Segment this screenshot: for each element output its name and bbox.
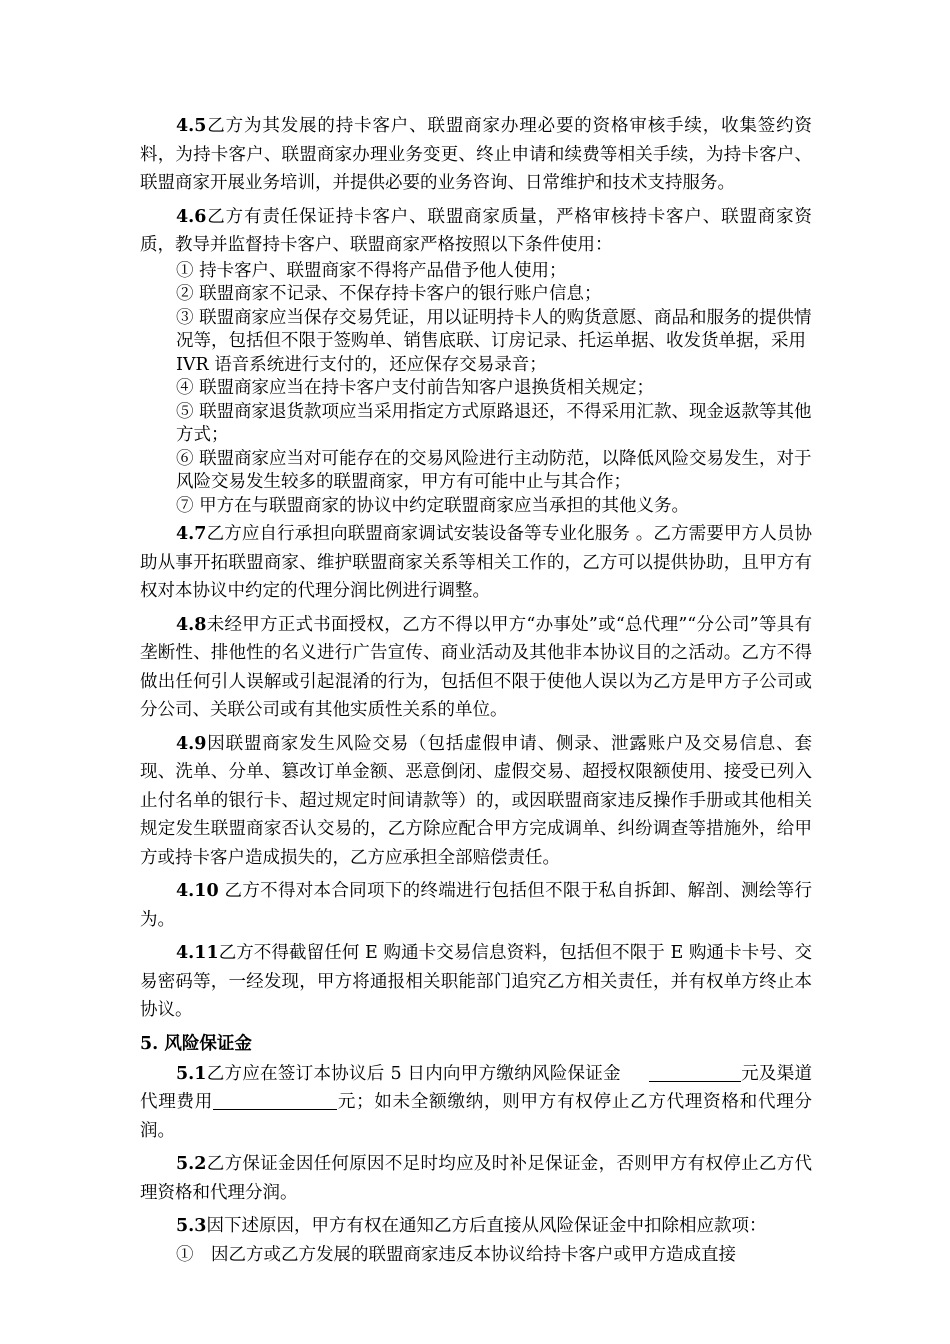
list-item: ⑥ 联盟商家应当对可能存在的交易风险进行主动防范，以降低风险交易发生，对于风险交易发生较多的联盟商家，甲方有可能中止与其合作； (176, 448, 812, 492)
clause-4-8 (140, 611, 812, 725)
clause-text: 乙方不得对本合同项下的终端进行包括但不限于私自拆卸、解剖、测绘等行为。 (140, 881, 812, 930)
clause-4-5 (140, 112, 812, 198)
clause-5-3 (140, 1212, 812, 1241)
list-item: ② 联盟商家不记录、不保存持卡客户的银行账户信息； (176, 284, 602, 304)
clause-4-11 (140, 939, 812, 1025)
clause-text: 乙方应在签订本协议后 5 日内向甲方缴纳风险保证金 (206, 1063, 621, 1084)
clause-number: 4.7 (176, 524, 207, 544)
clause-4-10 (140, 877, 812, 934)
list-item: ⑤ 联盟商家退货款项应当采用指定方式原路退还，不得采用汇款、现金返款等其他方式； (176, 401, 812, 445)
document-body (140, 112, 812, 1269)
condition-list (140, 260, 812, 519)
clause-number: 4.8 (176, 614, 207, 635)
clause-number: 5.2 (176, 1154, 207, 1174)
clause-text: 乙方为其发展的持卡客户、联盟商家办理必要的资格审核手续，收集签约资料，为持卡客户、联盟商家办理业务变更、终止申请和续费等相关手续，为持卡客户、联盟商家开展业务培训，并提供必要的业务咨询、日常维护和技术支持服务。 (140, 116, 812, 193)
clause-text: 乙方保证金因任何原因不足时均应及时补足保证金，否则甲方有权停止乙方代理资格和代理分润。 (140, 1154, 812, 1203)
clause-text: 元；如未全额缴纳，则甲方有权停止乙方代理资格和代理分润。 (140, 1092, 813, 1141)
clause-text: 乙方不得截留任何 E 购通卡交易信息资料，包括但不限于 E 购通卡卡号、交易密码等，一经发现，甲方将通报相关职能部门追究乙方相关责任，并有权单方终止本协议。 (140, 943, 812, 1020)
list-item: ① 因乙方或乙方发展的联盟商家违反本协议给持卡客户或甲方造成直接 (176, 1244, 736, 1265)
clause-4-7 (140, 520, 812, 606)
clause-number: 4.11 (176, 943, 219, 963)
agency-fee-blank (213, 1091, 337, 1110)
clause-number: 4.9 (176, 733, 207, 754)
clause-text: 元及渠道代理费用 (140, 1063, 813, 1112)
clause-text: 因下述原因，甲方有权在通知乙方后直接从风险保证金中扣除相应款项： (206, 1216, 767, 1236)
clause-number: 5.3 (176, 1216, 207, 1236)
section-heading: 5. 风险保证金 (140, 1033, 252, 1054)
list-item: ③ 联盟商家应当保存交易凭证，用以证明持卡人的购货意愿、商品和服务的提供情况等，包括但不限于签购单、销售底联、订房记录、托运单据、收发货单据，采用 IVR 语音系统进行支付的，还应保存交易录音； (176, 307, 812, 375)
clause-text: 乙方有责任保证持卡客户、联盟商家质量，严格审核持卡客户、联盟商家资质，教导并监督持卡客户、联盟商家严格按照以下条件使用： (140, 206, 812, 255)
clause-number: 4.10 (176, 881, 219, 901)
clause-number: 4.6 (176, 206, 207, 227)
clause-5-1 (140, 1060, 812, 1146)
list-item: ① 持卡客户、联盟商家不得将产品借予他人使用； (176, 260, 567, 281)
clause-text: 因联盟商家发生风险交易（包括虚假申请、侧录、泄露账户及交易信息、套现、洗单、分单、篡改订单金额、恶意倒闭、虚假交易、超授权限额使用、接受已列入止付名单的银行卡、超过规定时间请款等）的，或因联盟商家违反操作手册或其他相关规定发生联盟商家否认交易的，乙方除应配合甲方完成调单、纠纷调查等措施外，给甲方或持卡客户造成损失的，乙方应承担全部赔偿责任。 (140, 733, 812, 868)
clause-5-2 (140, 1150, 812, 1207)
clause-text: 乙方应自行承担向联盟商家调试安装设备等专业化服务 。乙方需要甲方人员协助从事开拓联盟商家、维护联盟商家关系等相关工作的，乙方可以提供协助，且甲方有权对本协议中约定的代理分润比例进行调整。 (140, 524, 812, 601)
clause-4-6 (140, 203, 812, 260)
list-item: ⑦ 甲方在与联盟商家的协议中约定联盟商家应当承担的其他义务。 (176, 495, 690, 516)
deposit-amount-blank (649, 1063, 741, 1082)
clause-4-9 (140, 730, 812, 873)
clause-number: 4.5 (176, 116, 207, 136)
clause-number: 5.1 (176, 1063, 207, 1084)
clause-text: 未经甲方正式书面授权，乙方不得以甲方“办事处”或“总代理”“分公司”等具有垄断性、排他性的名义进行广告宣传、商业活动及其他非本协议目的之活动。乙方不得做出任何引人误解或引起混淆的行为，包括但不限于使他人误以为乙方是甲方子公司或分公司、关联公司或有其他实质性关系的单位。 (140, 614, 812, 720)
list-item: ④ 联盟商家应当在持卡客户支付前告知客户退换货相关规定； (176, 378, 655, 398)
